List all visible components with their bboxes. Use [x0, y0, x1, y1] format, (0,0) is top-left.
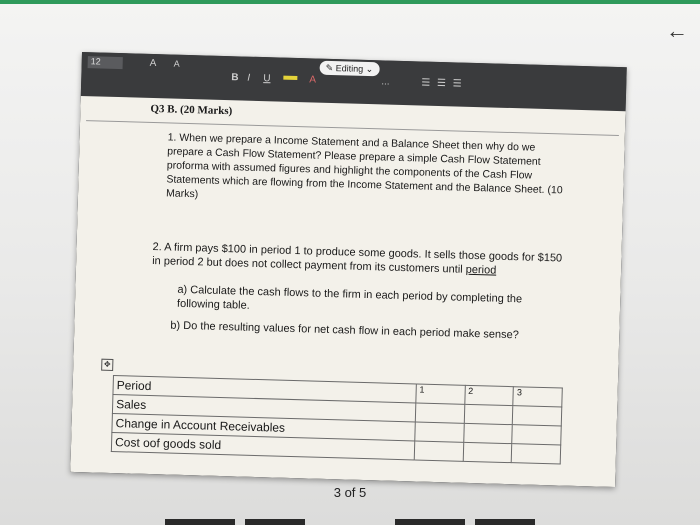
page-counter: 3 of 5: [333, 485, 367, 500]
question-heading: Q3 B. (20 Marks): [150, 102, 233, 118]
question-2: [152, 240, 573, 280]
list-format-icons[interactable]: ☰ ☰ ☰: [421, 77, 464, 90]
table-row-label[interactable]: Cost oof goods sold: [111, 432, 414, 459]
table-row-label[interactable]: Change in Account Receivables: [112, 413, 415, 440]
question-1-text: When we prepare a Income Statement and a Balance Sheet then why do we prepare a Cash Flow Statement? Please prepare a simple Cash Flow Statement proforma with assumed figures and highlight the components of the Cash Flow Statements which are flowing from the Income Statement and the Balance Sheet. (10 Marks): [165, 131, 563, 201]
pencil-icon: ✎: [325, 62, 334, 74]
table-cell[interactable]: [513, 406, 562, 426]
question-2-underlined-word: period: [465, 263, 497, 277]
question-2-number: 2.: [152, 241, 162, 254]
taskbar-item[interactable]: [245, 519, 305, 525]
table-cell[interactable]: [464, 404, 513, 424]
underline-button[interactable]: U: [263, 73, 271, 85]
question-2-part-b: b) Do the resulting values for net cash flow in each period make sense?: [170, 319, 519, 342]
more-options-button[interactable]: ...: [381, 76, 390, 88]
table-cell[interactable]: [415, 422, 464, 442]
bold-button[interactable]: B: [231, 72, 239, 84]
document-screen: [70, 52, 627, 487]
taskbar-item[interactable]: [395, 519, 465, 525]
font-size-field[interactable]: 12: [88, 56, 123, 69]
font-color-icon[interactable]: A: [309, 74, 317, 86]
question-1: [166, 130, 568, 211]
back-arrow-icon[interactable]: ←: [666, 18, 688, 43]
chevron-down-icon: ⌄: [365, 63, 374, 75]
table-cell[interactable]: [463, 423, 512, 443]
table-cell[interactable]: [463, 442, 512, 462]
heading-divider: [86, 120, 619, 136]
editing-mode-button[interactable]: ✎ Editing ⌄: [319, 61, 379, 77]
cash-flow-table[interactable]: [111, 375, 563, 465]
question-2-text: A firm pays $100 in period 1 to produce some goods. It sells those goods for $150 in period 2 but does not collect payment from its customers until: [152, 241, 563, 276]
document-page: [70, 96, 625, 487]
grow-font-button[interactable]: A: [149, 57, 157, 70]
table-cell[interactable]: 2: [464, 385, 513, 405]
table-cell[interactable]: [415, 403, 464, 423]
table-cell[interactable]: [511, 444, 560, 464]
highlight-color-icon[interactable]: [283, 76, 297, 80]
accent-bar: [0, 0, 700, 4]
table-cell[interactable]: 1: [416, 384, 465, 404]
table-cell[interactable]: [512, 425, 561, 445]
taskbar-item[interactable]: [165, 519, 235, 525]
table-cell[interactable]: 3: [513, 387, 562, 407]
table-row-label[interactable]: Sales: [112, 394, 415, 421]
question-1-number: 1.: [167, 131, 177, 144]
shrink-font-button[interactable]: A: [173, 58, 180, 69]
table-row-label[interactable]: Period: [113, 376, 416, 403]
italic-button[interactable]: I: [247, 72, 251, 84]
table-move-handle-icon[interactable]: ✥: [101, 359, 113, 371]
question-2-part-a: a) Calculate the cash flows to the firm in each period by completing the following table.: [176, 283, 523, 312]
table-cell[interactable]: [414, 441, 463, 461]
taskbar-item[interactable]: [475, 519, 535, 525]
